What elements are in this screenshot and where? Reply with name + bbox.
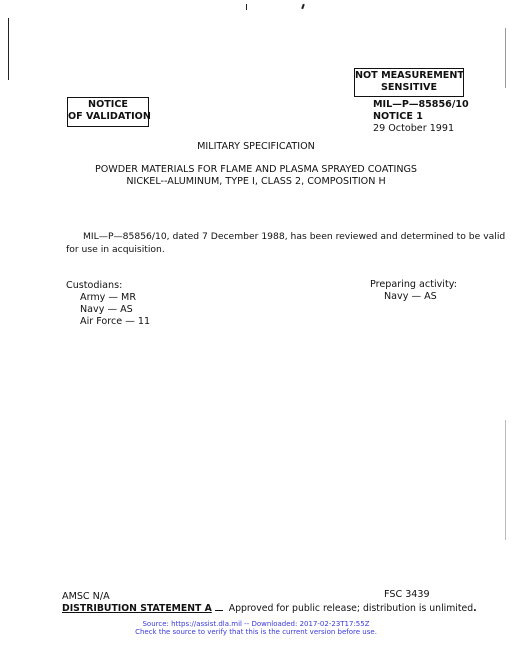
measurement-line1: NOT MEASUREMENT [355,70,464,81]
title-line1: POWDER MATERIALS FOR FLAME AND PLASMA SPRAYED COATINGS [94,164,418,175]
preparing-activity-value: Navy — AS [384,291,437,302]
custodian-army: Army — MR [80,292,136,303]
scan-tick [246,4,247,10]
notice-date: 29 October 1991 [373,123,455,134]
notice-box-line2: OF VALIDATION [68,111,151,122]
notice-of-validation-box [67,97,149,127]
custodians-heading: Custodians: [66,280,123,291]
distribution-text: Approved for public release; distribution is unlimited [228,603,474,614]
notice-number: NOTICE 1 [373,111,423,122]
scan-tick [301,4,305,9]
measurement-line2: SENSITIVE [380,82,438,93]
body-line1: MIL—P—85856/10, dated 7 December 1988, has been reviewed and determined to be valid [83,231,506,242]
fsc-code: FSC 3439 [384,589,430,600]
distribution-label-underline-gap [215,601,223,611]
body-line2: for use in acquisition. [66,244,165,255]
scan-right-edge [505,420,506,540]
distribution-period: . [473,603,477,614]
custodian-navy: Navy — AS [80,304,133,315]
measurement-sensitivity-box [354,68,464,97]
distribution-label: DISTRIBUTION STATEMENT A [62,603,212,614]
scan-right-edge [505,28,506,88]
source-line-1[interactable]: Source: https://assist.dla.mil -- Downloaded: 2017-02-23T17:55Z [142,620,370,628]
amsc-label: AMSC N/A [62,591,110,602]
preparing-activity-heading: Preparing activity: [370,279,457,290]
spec-type-heading: MILITARY SPECIFICATION [197,141,315,152]
distribution-statement [62,601,477,615]
custodian-air-force: Air Force — 11 [80,316,151,327]
scan-edge-line [8,18,9,80]
document-identifier: MIL—P—85856/10 [373,99,469,110]
notice-box-line1: NOTICE [88,99,128,110]
source-line-2[interactable]: Check the source to verify that this is the current version before use. [135,628,377,636]
title-line2: NICKEL--ALUMINUM, TYPE I, CLASS 2, COMPOSITION H [126,176,386,187]
